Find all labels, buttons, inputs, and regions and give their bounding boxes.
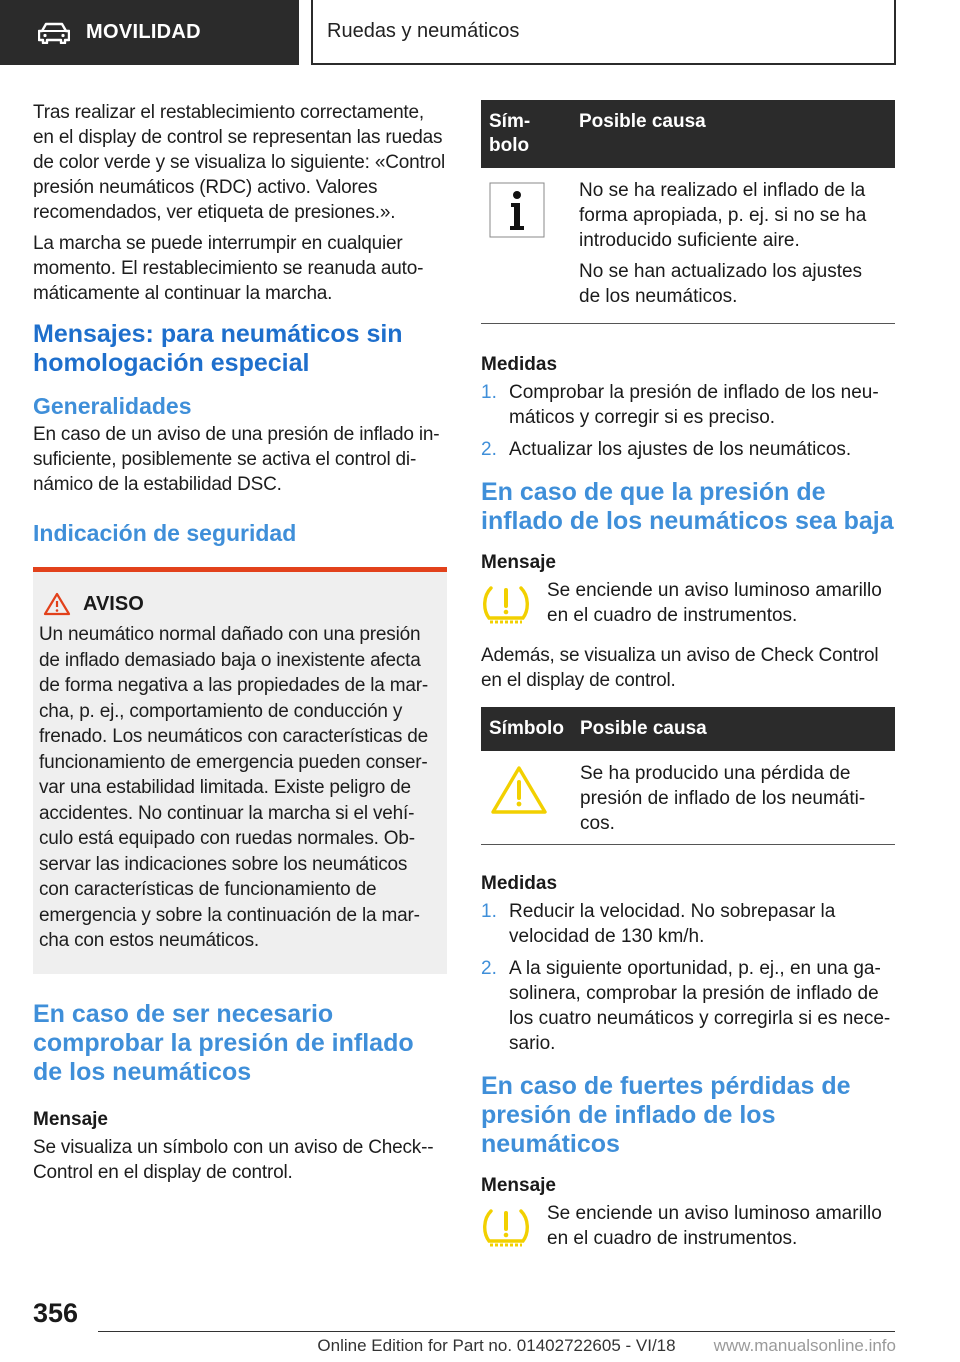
section-title: MOVILIDAD (86, 21, 201, 43)
paragraph-reset: Tras realizar el restablecimiento correctamente, en el display de control se representan las ruedas de color verde y se visualiza lo siguiente: «Control presión neumáticos (RDC) activo. Valores recomendados, ver etiqueta de presiones.». (33, 102, 446, 223)
table-header-cause: Posible causa (572, 707, 895, 751)
label-medidas-2: Medidas (481, 873, 558, 894)
symbol-table-2 (481, 707, 895, 845)
table-header-symbol: Símbolo (481, 707, 572, 751)
message-text-2: Se enciende un aviso luminoso amarillo en el cuadro de instrumentos. (547, 1203, 882, 1249)
list-item: 2. Actualizar los ajustes de los neumáticos. (481, 439, 852, 460)
message-row-1 (481, 578, 895, 631)
warning-header (39, 592, 439, 616)
info-icon (489, 182, 545, 238)
heading-presion-baja: En caso de que la presión de inflado de los neumáticos sea baja (481, 478, 894, 535)
label-medidas-1: Medidas (481, 354, 558, 375)
left-column (33, 100, 447, 1191)
list-item: 1. Comprobar la presión de inflado de los neumáticos y corregir si es preciso. (481, 382, 879, 428)
heading-fuertes-perdidas: En caso de fuertes pérdidas de presión de inflado de los neumáticos (481, 1072, 851, 1158)
header-section-tab (0, 0, 299, 65)
table-row (481, 168, 895, 324)
car-icon (38, 22, 70, 44)
message-row-2 (481, 1201, 895, 1254)
heading-seguridad: Indicación de seguridad (33, 520, 297, 546)
paragraph-mensaje: Se visualiza un símbolo con un aviso de Check-Control en el display de control. (33, 1136, 434, 1183)
warning-title: AVISO (83, 592, 144, 615)
cause-text-1: No se ha realizado el inflado de la forma apropiada, p. ej. si no se ha introducido suficiente aire. (579, 180, 867, 251)
chapter-title: Ruedas y neumáticos (327, 20, 520, 42)
heading-mensajes: Mensajes: para neumáticos sin homologación especial (33, 320, 403, 377)
list-item: 1. Reducir la velocidad. No sobrepasar la velocidad de 130 km/h. (481, 901, 836, 947)
steps-list-2 (481, 899, 895, 1056)
table-cell-cause (571, 168, 895, 324)
table-header-cause: Posible causa (571, 100, 895, 168)
header-chapter (311, 0, 896, 65)
table-cell-cause: Se ha producido una pérdida de presión de inflado de los neumáticos. (572, 751, 895, 845)
table-cell-symbol (481, 751, 572, 845)
paragraph-ademas: Además, se visualiza un aviso de Check Control en el display de control. (481, 645, 879, 691)
table-header-row (481, 100, 895, 168)
footer-edition: Online Edition for Part no. 01402722605 - VI/18 (317, 1336, 676, 1355)
warning-triangle-icon (43, 592, 71, 616)
table-header-symbol: Símbolo (481, 100, 571, 168)
message-text-1: Se enciende un aviso luminoso amarillo en el cuadro de instrumentos. (547, 580, 882, 626)
tire-pressure-warning-icon (481, 1205, 531, 1249)
symbol-table-1 (481, 100, 895, 324)
tire-pressure-warning-icon (481, 582, 531, 626)
heading-generalidades: Generalidades (33, 393, 192, 419)
label-mensaje: Mensaje (33, 1108, 108, 1130)
paragraph-generalidades: En caso de un aviso de una presión de inflado insuficiente, posiblemente se activa el control dinámico de la estabilidad DSC. (33, 424, 440, 495)
table-cell-symbol (481, 168, 571, 324)
footer-divider (98, 1331, 895, 1332)
label-mensaje-2: Mensaje (481, 1175, 556, 1196)
label-mensaje-1: Mensaje (481, 552, 556, 573)
cause-text-2: No se han actualizado los ajustes de los neumáticos. (579, 261, 863, 307)
table-row (481, 751, 895, 845)
yellow-warning-triangle-icon (489, 763, 549, 817)
right-column (481, 100, 895, 1266)
warning-text: Un neumático normal dañado con una presión de inflado demasiado baja o inexistente afecta de forma negativa a las propiedades de la marcha, p. ej., comportamiento de conducción y frenado. Los neumáticos con características de funcionamiento de emergencia pueden conservar una estabilidad limitada. Existe peligro de accidentes. No continuar la marcha si el vehículo está equipado con ruedas normales. Observar las indicaciones sobre los neumáticos con características de funcionamiento de emergencia y sobre la continuación de la marcha con estos neumáticos. (39, 624, 429, 951)
heading-comprobar: En caso de ser necesario comprobar la presión de inflado de los neumáticos (33, 999, 414, 1086)
watermark: www.manualsonline.info (713, 1336, 896, 1355)
paragraph-interrupt: La marcha se puede interrumpir en cualquier momento. El restablecimiento se reanuda automáticamente al continuar la marcha. (33, 233, 424, 304)
steps-list-1 (481, 380, 895, 462)
warning-box (33, 567, 447, 974)
list-item: 2. A la siguiente oportunidad, p. ej., en una gasolinera, comprobar la presión de inflado de los cuatro neumáticos y corregirla si es necesario. (481, 958, 891, 1054)
page-number: 356 (33, 1298, 79, 1328)
table-header-row (481, 707, 895, 751)
